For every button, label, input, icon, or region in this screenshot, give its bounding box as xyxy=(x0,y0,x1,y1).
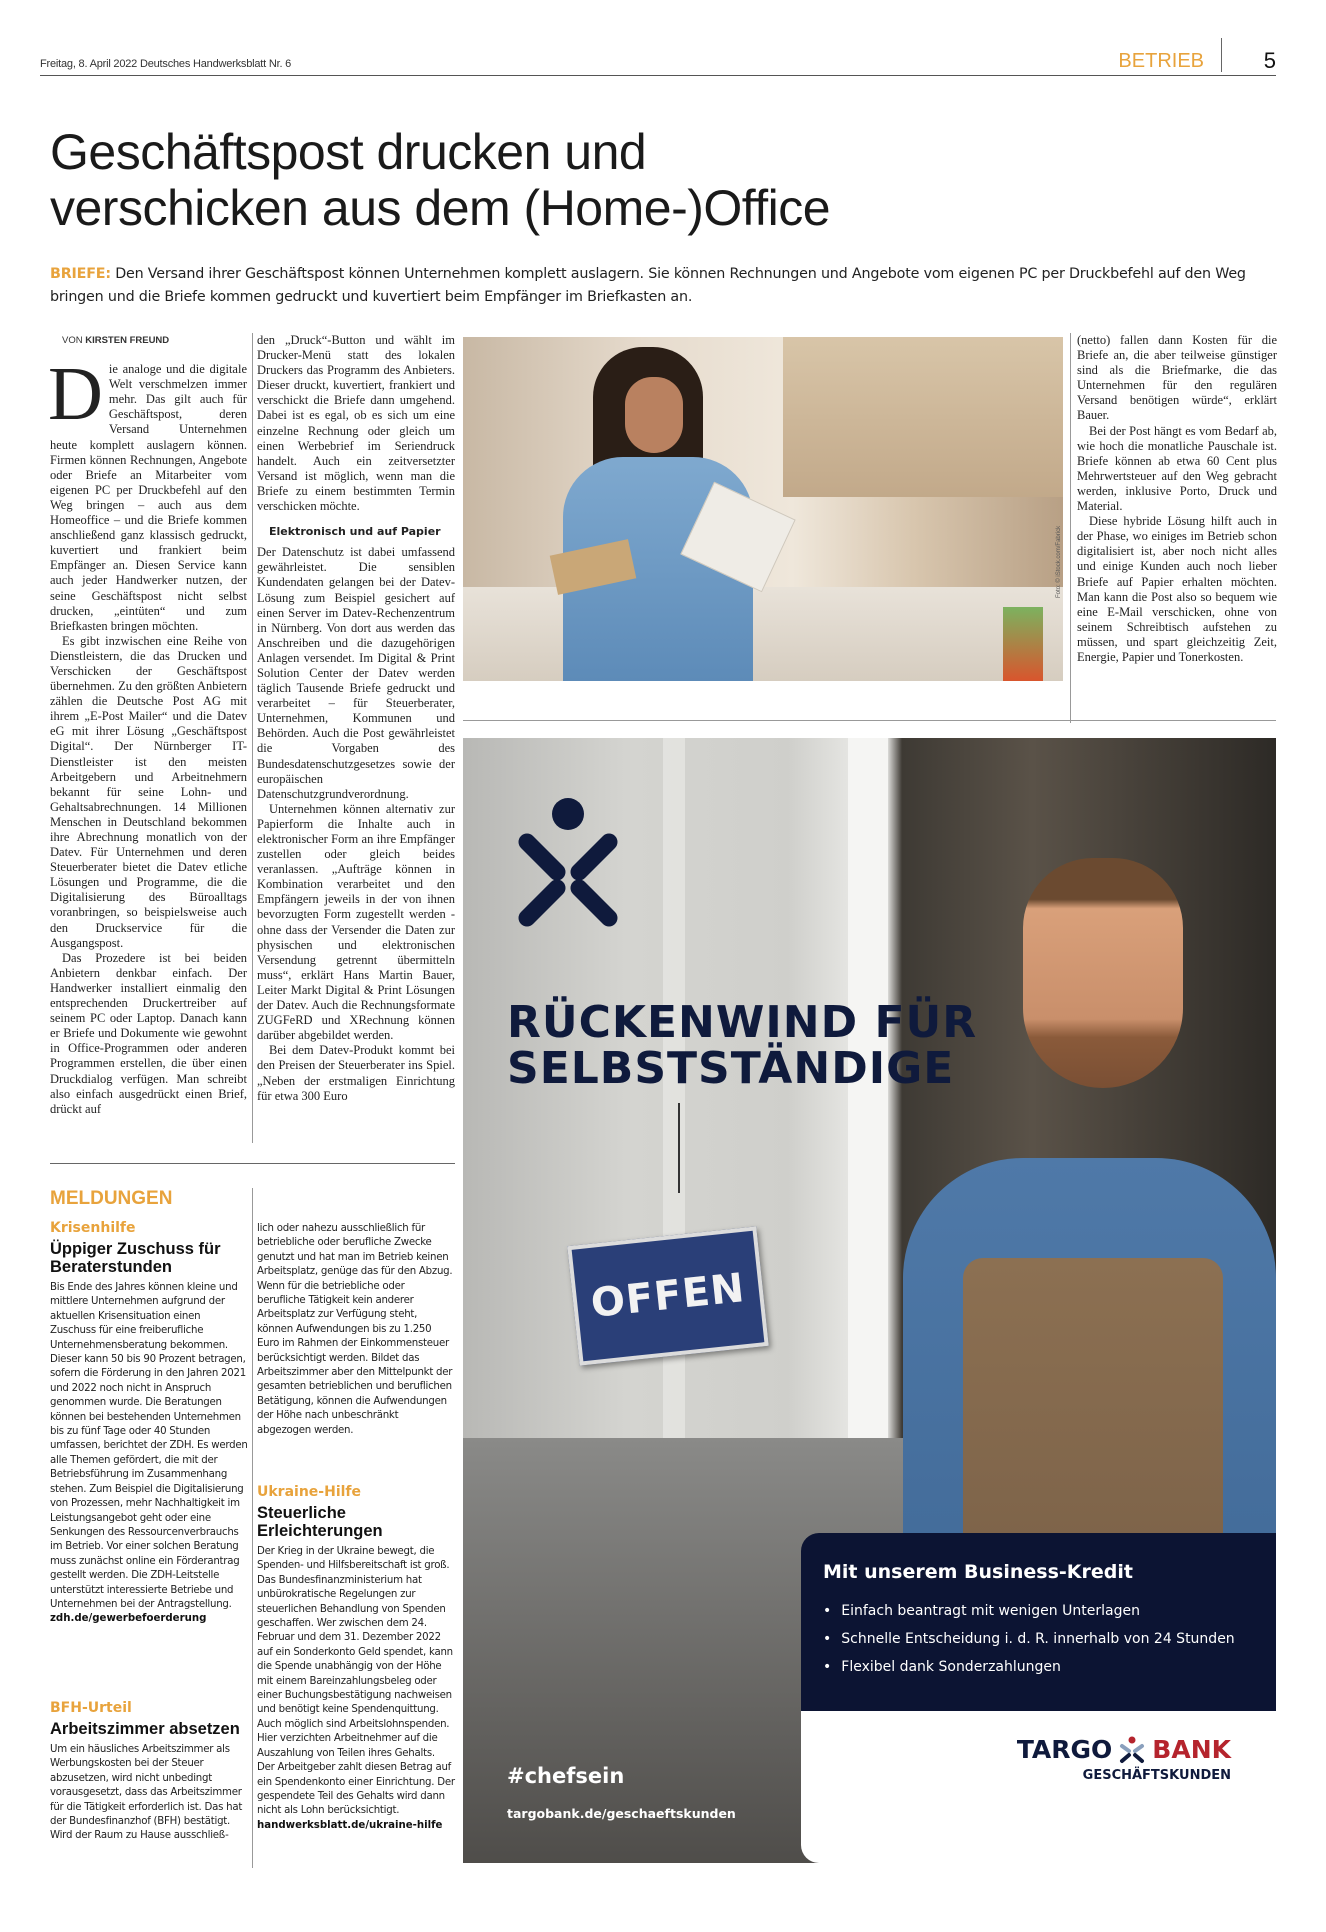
article-column-3 xyxy=(1077,333,1277,665)
ad-url[interactable]: targobank.de/geschaeftskunden xyxy=(507,1806,736,1821)
column-rule xyxy=(1070,333,1071,723)
article-lead xyxy=(50,263,1270,309)
paragraph: (netto) fallen dann Kosten für die Briefe an, die aber teilweise günstiger sind als die Briefmarke, die das Unternehmen für den regulären Versand benötigen würde“, erklärt Bauer. xyxy=(1077,333,1277,423)
paragraph: Es gibt inzwischen eine Reihe von Dienstleistern, die das Drucken und Verschicken der Geschäftspost übernehmen. Zu den größten Anbietern zählen die Deutsche Post AG mit ihrem „E-Post Mailer“ und die Datev eG mit ihrer Lösung „Geschäftspost Digital“. Der Nürnberger IT-Dienstleister ist den meisten Arbeitgebern und Arbeitnehmern bekannt für seine Lohn- und Gehaltsabrechnungen. 14 Millionen Menschen in Deutschland bekommen ihre Abrechnung monatlich von der Datev. Für Unternehmen und deren Steuerberater bietet die Datev etliche Lösungen und Programme, die die Digitalisierung des Büroalltags voranbringen, so beispielsweise auch den Druckservice für die Ausgangspost. xyxy=(50,633,247,950)
news-body: Bis Ende des Jahres können kleine und mittlere Unternehmen aufgrund der aktuellen Krisensituation einen Zuschuss für eine freiberufliche Unternehmensberatung bekommen. Dieser kann 50 bis 90 Prozent betragen, sofern die Förderung in den Jahren 2021 und 2022 noch nicht in Anspruch genommen wurde. Die Beratungen können bei bestehenden Unternehmen bis zu fünf Tage oder 40 Stunden umfassen, berichtet der ZDH. Es werden alle Themen gefördert, die mit der Betriebsführung im Zusammenhang stehen. Zum Beispiel die Digitalisierung von Prozessen, mehr Nachhaltigkeit im Leistungsangebot geht oder eine Senkungen des Ressourcenverbrauchs im Betrieb. Vor einer solchen Beratung muss zunächst online ein Förderantrag gestellt werden. Die ZDH-Leitstelle unterstützt interessierte Betriebe und Unternehmen bei der Antragstellung. xyxy=(50,1282,248,1610)
ad-bullet: • Einfach beantragt mit wenigen Unterlagen xyxy=(823,1597,1254,1625)
brand-row xyxy=(1017,1735,1231,1764)
drop-cap: D xyxy=(48,352,103,437)
ad-panel-title: Mit unserem Business-Kredit xyxy=(823,1561,1133,1583)
open-sign xyxy=(567,1226,769,1365)
news-body: Um ein häusliches Arbeitszimmer als Werbungskosten bei der Steuer abzusetzen, wird nicht unbedingt vorausgesetzt, dass das Arbeitszimmer für die Tätigkeit erforderlich ist. Das hat der Bundesfinanzhof (BFH) bestätigt. Wird der Raum zu Hause ausschließ- xyxy=(50,1744,243,1842)
photo-credit: Foto: © iStock.com/Fabrick xyxy=(1056,525,1062,598)
tagline-line-2: SELBSTSTÄNDIGE xyxy=(507,1043,955,1094)
brand-targo: TARGO xyxy=(1016,1735,1113,1764)
tagline-line-1: RÜCKENWIND FÜR xyxy=(507,997,978,1048)
news-section-heading: MELDUNGEN xyxy=(50,1188,173,1209)
news-title: Üppiger Zuschuss für Beraterstunden xyxy=(50,1240,221,1276)
paragraph: Der Datenschutz ist dabei umfassend gewährleistet. Die sensiblen Kundendaten gelangen bei der Datev-Lösung zum Beispiel gesichert auf einen Server im Datev-Rechenzentrum in Nürnberg. Von dort aus werden das Anschreiben und die dazugehörigen Anlagen versendet. Im Digital & Print Solution Center der Datev werden täglich Tausende Briefe gedruckt und verarbeitet – für Steuerberater, Unternehmen, Kommunen und Behörden. Auch die Post gewährleistet die Vorgaben des Bundesdatenschutzgesetzes sowie der europäischen Datenschutzgrundverordnung. xyxy=(257,545,455,801)
byline xyxy=(50,333,247,348)
paragraph: den „Druck“-Button und wählt im Drucker-Menü statt des lokalen Druckers das Programm des Anbieters. Dieser druckt, kuvertiert, frankiert und verschickt die Briefe dann umgehend. Dabei ist es egal, ob es sich um eine einzelne Rechnung oder gleich um einen Werbebrief im Seriendruck handelt. Auch ein zeitversetzter Versand ist möglich, wenn man die Briefe zu einem bestimmten Termin verschicken möchte. xyxy=(257,333,455,514)
news-topic: Ukraine-Hilfe xyxy=(257,1484,362,1500)
news-item-bfh-urteil-continued xyxy=(257,1222,455,1438)
byline-prefix: VON xyxy=(62,335,86,346)
article-column-2 xyxy=(257,333,455,1104)
targobank-x-icon xyxy=(513,796,623,931)
header-divider xyxy=(1221,38,1222,72)
open-sign-text: OFFEN xyxy=(588,1265,748,1327)
dateline: Freitag, 8. April 2022 Deutsches Handwerksblatt Nr. 6 xyxy=(40,58,292,70)
news-title: Arbeitszimmer absetzen xyxy=(50,1720,240,1738)
ad-bullet: • Flexibel dank Sonderzahlungen xyxy=(823,1653,1254,1681)
targobank-advertisement xyxy=(463,738,1276,1863)
section-label: BETRIEB xyxy=(1118,50,1204,72)
ad-bullet: • Schnelle Entscheidung i. d. R. innerhalb von 24 Stunden xyxy=(823,1625,1254,1653)
news-link[interactable]: handwerksblatt.de/ukraine-hilfe xyxy=(257,1819,443,1831)
paragraph: Bei dem Datev-Produkt kommt bei den Preisen der Steuerberater ins Spiel. „Neben der erstmaligen Einrichtung für etwa 300 Euro xyxy=(257,1043,455,1103)
lead-kicker: BRIEFE: xyxy=(50,266,111,282)
article-column-1 xyxy=(50,333,247,1117)
byline-author: KIRSTEN FREUND xyxy=(85,335,170,346)
article-photo-woman-with-letters xyxy=(463,337,1063,681)
section-rule xyxy=(50,1163,455,1164)
news-body: Der Krieg in der Ukraine bewegt, die Spenden- und Hilfsbereitschaft ist groß. Das Bundesfinanzministerium hat unbürokratische Regelungen zur steuerlichen Behandlung von Spenden geschaffen. Wer zwischen dem 24. Februar und dem 31. Dezember 2022 auf ein Sonderkonto Geld spendet, kann die Spende unabhängig von der Höhe mit einem Bareinzahlungsbeleg oder einer Buchungsbestätigung nachweisen und benötigt keine Spendenquittung. Auch möglich sind Arbeitslohnspenden. Hier verzichten Arbeitnehmer auf die Auszahlung von Teilen ihres Gehalts. Der Arbeitgeber zahlt diesen Betrag auf ein Spendenkonto einer Einrichtung. Der gespendete Teil des Gehalts wird dann nicht als Lohn berücksichtigt. xyxy=(257,1546,455,1817)
news-item-bfh-urteil xyxy=(50,1700,248,1844)
ad-bullet-list xyxy=(823,1597,1254,1681)
ad-info-panel-top xyxy=(801,1533,1276,1711)
targobank-small-x-icon xyxy=(1118,1736,1146,1764)
photo-face xyxy=(625,377,683,453)
news-item-ukraine-hilfe xyxy=(257,1484,455,1833)
article-headline xyxy=(50,124,1150,236)
photo-plant xyxy=(1003,607,1043,681)
brand-subtitle: GESCHÄFTSKUNDEN xyxy=(1082,1768,1231,1783)
targobank-logo xyxy=(1017,1735,1231,1783)
news-item-krisenhilfe xyxy=(50,1220,248,1626)
ad-tagline xyxy=(507,997,978,1094)
page-number: 5 xyxy=(1263,48,1276,73)
column-rule xyxy=(252,333,253,1143)
section-rule xyxy=(463,720,1276,721)
paragraph: Unternehmen können alternativ zur Papierform die Inhalte auch in elektronischer Form an ihre Empfänger zustellen oder gleich beides veranlassen. „Aufträge können in Kombination verarbeitet und den Empfängern jeweils in der von ihnen bevorzugten Form zugestellt werden - ohne dass der Versender die Daten zur physischen und elektronischen Versendung getrennt übermitteln muss“, erklärt Hans Martin Bauer, Leiter Markt Digital & Print Lösungen der Datev. Auch die Rechnungsformate ZUGFeRD und XRechnung können darüber abgebildet werden. xyxy=(257,801,455,1043)
column-rule xyxy=(252,1188,253,1868)
sign-string xyxy=(678,1103,680,1193)
ad-brand-area xyxy=(801,1711,1276,1863)
news-body: lich oder nahezu ausschließlich für betriebliche oder berufliche Zwecke genutzt und hat man im Betrieb keinen Arbeitsplatz, genüge das für den Abzug. Wenn für die betriebliche oder berufliche Tätigkeit kein anderer Arbeitsplatz zur Verfügung steht, können Aufwendungen bis zu 1.250 Euro im Rahmen der Einkommensteuer berücksichtigt werden. Bildet das Arbeitszimmer aber den Mittelpunkt der gesamten betrieblichen und beruflichen Betätigung, können die Aufwendungen der Höhe nach unbeschränkt abgezogen werden. xyxy=(257,1223,453,1436)
paragraph: Diese hybride Lösung hilft auch in der Phase, wo einiges im Betrieb schon digitalisiert ist, aber noch nicht alles und einige Kunden auch noch lieber Briefe auf Papier erhalten möchten. Man kann die Post also so bequem wie eine E-Mail verschicken, ohne von seinem Schreibtisch aufstehen zu müssen, und spart gleichzeitig Zeit, Energie, Papier und Tonerkosten. xyxy=(1077,514,1277,664)
ad-info-panel xyxy=(801,1533,1276,1863)
ad-hashtag: #chefsein xyxy=(507,1764,625,1788)
photo-person xyxy=(553,347,773,681)
news-title: Steuerliche Erleichterungen xyxy=(257,1504,383,1540)
lead-text: Den Versand ihrer Geschäftspost können Unternehmen komplett auslagern. Sie können Rechnungen und Angebote vom eigenen PC per Druckbefehl auf den Weg bringen und die Briefe kommen gedruckt und kuvertiert beim Empfänger im Briefkasten an. xyxy=(50,266,1246,305)
headline-line-2: verschicken aus dem (Home-)Office xyxy=(50,180,831,236)
page-header xyxy=(40,48,1276,76)
news-link[interactable]: zdh.de/gewerbefoerderung xyxy=(50,1613,207,1625)
paragraph: Bei der Post hängt es vom Bedarf ab, wie hoch die monatliche Pauschale ist. Briefe können ab etwa 60 Cent plus Mehrwertsteuer auf den Weg gebracht werden, inklusive Porto, Druck und Material. xyxy=(1077,423,1277,514)
paragraph xyxy=(48,352,247,634)
paragraph: Das Prozedere ist bei beiden Anbietern denkbar einfach. Der Handwerker installiert einmalig den entsprechenden Druckertreiber auf seinem PC oder Laptop. Danach kann er Briefe und Dokumente wie gewohnt in Office-Programmen oder anderen Programmen erstellen, die über einen Druckdialog verfügen. Man schreibt also einfach ausgedrückt einen Brief, drückt auf xyxy=(50,950,247,1116)
headline-line-1: Geschäftspost drucken und xyxy=(50,124,647,180)
article-subhead: Elektronisch und auf Papier xyxy=(269,525,441,539)
news-topic: Krisenhilfe xyxy=(50,1220,136,1236)
ad-man-head xyxy=(1023,858,1183,1088)
photo-kitchen-shelf xyxy=(783,337,1063,497)
brand-bank: BANK xyxy=(1152,1735,1231,1764)
paragraph-text: ie analoge und die digitale Welt verschmelzen immer mehr. Das gilt auch für Geschäftspost, deren Versand Unternehmen heute komplett auslagern können. Firmen können Rechnungen, Angebote oder Briefe an Mitarbeiter vom eigenen PC per Druckbefehl auf den Weg bringen – auch aus dem Homeoffice – und die Briefe kommen anschließend ganz klassisch gedruckt, kuvertiert und frankiert beim Empfänger an. Diesen Service kann auch jeder Handwerker nutzen, der seine Geschäftspost nicht selbst drucken, „eintüten“ und zum Briefkasten bringen möchten. xyxy=(50,362,247,633)
news-topic: BFH-Urteil xyxy=(50,1700,132,1716)
